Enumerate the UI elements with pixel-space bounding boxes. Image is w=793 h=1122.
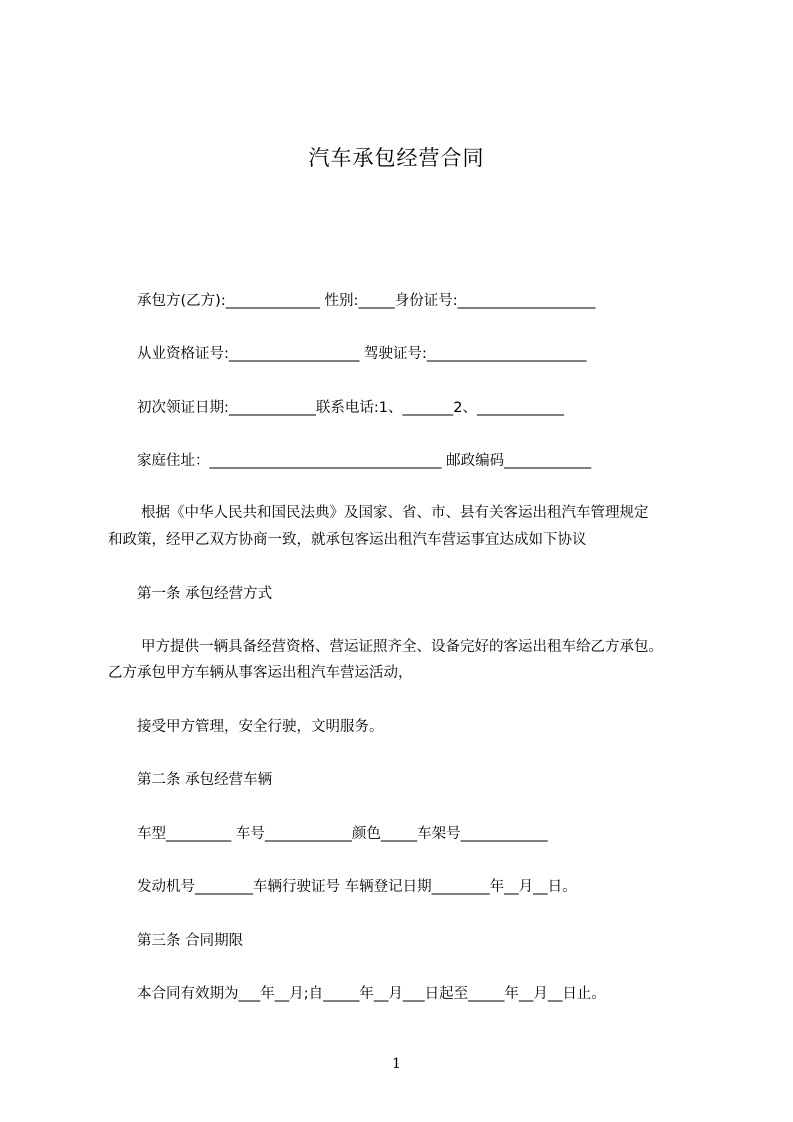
license-date-phone-line: 初次领证日期:____________联系电话:1、_______2、____________ <box>137 400 564 416</box>
contract-term-line: 本合同有效期为___年__月;自_____年__月___日起至_____年__月__日止。 <box>137 986 606 1002</box>
vehicle-info-line: 车型_________ 车号____________颜色_____车架号____________ <box>137 826 548 842</box>
article-1-paragraph-line-3: 接受甲方管理，安全行驶，文明服务。 <box>137 719 384 735</box>
preamble-paragraph-line-2: 和政策，经甲乙双方协商一致，就承包客运出租汽车营运事宜达成如下协议 <box>108 532 587 548</box>
lessee-info-line: 承包方(乙方):_____________ 性别:_____身份证号:___________________ <box>137 293 596 309</box>
preamble-paragraph-line-1: 根据《中华人民共和国民法典》及国家、省、市、县有关客运出租汽车管理规定 <box>141 505 649 521</box>
article-3-heading: 第三条 合同期限 <box>137 933 244 949</box>
address-postcode-line: 家庭住址：________________________________ 邮政编码____________ <box>137 453 592 469</box>
page-number: 1 <box>392 1056 401 1072</box>
engine-registration-line: 发动机号________车辆行驶证号 车辆登记日期________年__月__日。 <box>137 879 577 895</box>
article-1-paragraph-line-1: 甲方提供一辆具备经营资格、营运证照齐全、设备完好的客运出租车给乙方承包。 <box>141 639 663 655</box>
document-title: 汽车承包经营合同 <box>308 146 485 170</box>
article-1-paragraph-line-2: 乙方承包甲方车辆从事客运出租汽车营运活动， <box>108 665 413 681</box>
article-2-heading: 第二条 承包经营车辆 <box>137 772 273 788</box>
article-1-heading: 第一条 承包经营方式 <box>137 586 273 602</box>
qualification-license-line: 从业资格证号:__________________ 驾驶证号:______________________ <box>137 346 587 362</box>
